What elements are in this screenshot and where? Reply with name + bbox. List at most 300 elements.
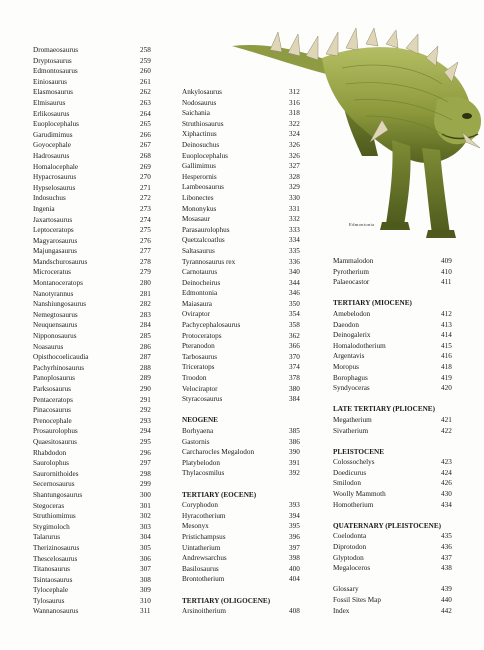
entry-page-number: 300 (140, 490, 151, 499)
entry-title: Jaxartosaurus (33, 215, 73, 224)
contents-entry[interactable] (182, 352, 307, 363)
contents-entry[interactable] (33, 405, 163, 416)
entry-title: Hyracotherium (182, 511, 226, 520)
contents-entry[interactable] (333, 320, 455, 331)
contents-entry[interactable] (333, 351, 455, 362)
entry-title: Ingenia (33, 204, 55, 213)
contents-entry[interactable] (182, 384, 307, 395)
contents-entry[interactable] (33, 130, 163, 141)
entry-page-number: 280 (140, 279, 151, 288)
entry-title: Amebelodon (333, 309, 371, 318)
entry-page-number: 437 (441, 553, 452, 562)
illustration-caption: Edmontonia (349, 222, 375, 227)
entry-title: Quaesitosaurus (33, 437, 77, 446)
contents-entry[interactable] (182, 267, 307, 278)
entry-page-number: 268 (140, 151, 151, 160)
contents-entry[interactable] (33, 511, 163, 522)
contents-entry[interactable] (333, 256, 455, 267)
entry-page-number: 346 (289, 289, 300, 298)
entry-page-number: 283 (140, 310, 151, 319)
entry-title: Nanshiungosaurus (33, 300, 87, 309)
contents-entry[interactable] (182, 521, 307, 532)
entry-title: Homalodotherium (333, 341, 386, 350)
entry-title: Xiphactinus (182, 130, 217, 139)
contents-entry[interactable] (33, 384, 163, 395)
entry-title: Homotherium (333, 500, 374, 509)
contents-entry[interactable] (33, 532, 163, 543)
entry-title: Thylacosmilus (182, 469, 225, 478)
contents-entry[interactable] (33, 363, 163, 374)
entry-page-number: 421 (441, 415, 452, 424)
entry-title: Einiosaurus (33, 77, 67, 86)
entry-page-number: 350 (289, 299, 300, 308)
entry-title: Nipponosaurus (33, 332, 77, 341)
entry-title: Nodosaurus (182, 98, 217, 107)
contents-entry[interactable] (33, 522, 163, 533)
entry-page-number: 259 (140, 56, 151, 65)
spacer (182, 585, 307, 596)
contents-entry[interactable] (33, 77, 163, 88)
entry-page-number: 297 (140, 459, 151, 468)
entry-page-number: 420 (441, 384, 452, 393)
contents-entry[interactable] (333, 563, 455, 574)
spacer (182, 405, 307, 416)
entry-page-number: 308 (140, 575, 151, 584)
entry-page-number: 384 (289, 395, 300, 404)
entry-title: Syndyoceras (333, 384, 370, 393)
entry-page-number: 272 (140, 194, 151, 203)
contents-entry[interactable] (182, 574, 307, 585)
entry-page-number: 302 (140, 512, 151, 521)
entry-title: Sivatherium (333, 426, 369, 435)
entry-title: Palaeocastor (333, 278, 370, 287)
contents-column-1 (33, 45, 163, 617)
contents-entry[interactable] (182, 320, 307, 331)
entry-title: Coelodonta (333, 532, 367, 541)
entry-title: Deinocheirus (182, 278, 221, 287)
contents-entry[interactable] (182, 309, 307, 320)
entry-page-number: 273 (140, 204, 151, 213)
entry-page-number: 411 (441, 278, 452, 287)
entry-title: Tylocephale (33, 586, 69, 595)
contents-entry[interactable] (182, 468, 307, 479)
contents-entry[interactable] (333, 531, 455, 542)
contents-entry[interactable] (333, 468, 455, 479)
entry-title: Indosuchus (33, 194, 66, 203)
entry-page-number: 269 (140, 162, 151, 171)
contents-entry[interactable] (33, 373, 163, 384)
entry-title: Majungasaurus (33, 247, 77, 256)
contents-entry[interactable] (33, 458, 163, 469)
entry-title: Arsinoitherium (182, 607, 226, 616)
entry-title: Microceratus (33, 268, 71, 277)
entry-title: Doedicurus (333, 468, 367, 477)
contents-entry[interactable] (182, 225, 307, 236)
contents-entry[interactable] (182, 288, 307, 299)
entry-page-number: 260 (140, 67, 151, 76)
contents-entry[interactable] (33, 289, 163, 300)
entry-title: Carcharocles Megalodon (182, 448, 255, 457)
section-heading: TERTIARY (EOCENE) (182, 490, 257, 499)
contents-entry[interactable] (333, 606, 455, 617)
contents-entry[interactable] (333, 309, 455, 320)
contents-entry[interactable] (333, 542, 455, 553)
entry-title: Homalocephale (33, 162, 79, 171)
contents-entry[interactable] (182, 426, 307, 437)
contents-entry[interactable] (182, 151, 307, 162)
spacer (333, 510, 455, 521)
entry-title: Oviraptor (182, 310, 210, 319)
contents-entry[interactable] (33, 585, 163, 596)
contents-entry[interactable] (33, 543, 163, 554)
entry-title: Struthiosaurus (182, 119, 224, 128)
contents-entry[interactable] (182, 257, 307, 268)
entry-page-number: 270 (140, 173, 151, 182)
entry-page-number: 307 (140, 565, 151, 574)
contents-entry[interactable] (33, 299, 163, 310)
entry-page-number: 276 (140, 236, 151, 245)
entry-page-number: 326 (289, 151, 300, 160)
contents-entry[interactable] (182, 140, 307, 151)
entry-title: Hypselosaurus (33, 183, 76, 192)
entry-page-number: 274 (140, 215, 151, 224)
entry-title: Argentavis (333, 352, 365, 361)
entry-page-number: 267 (140, 141, 151, 150)
contents-entry[interactable] (33, 416, 163, 427)
entry-title: Pinacosaurus (33, 406, 71, 415)
contents-column-3 (333, 256, 455, 616)
entry-page-number: 366 (289, 342, 300, 351)
entry-title: Glossary (333, 585, 359, 594)
entry-page-number: 299 (140, 480, 151, 489)
contents-entry[interactable] (33, 501, 163, 512)
entry-title: Triceratops (182, 363, 215, 372)
contents-entry[interactable] (182, 182, 307, 193)
entry-page-number: 409 (441, 257, 452, 265)
contents-entry[interactable] (33, 172, 163, 183)
contents-entry[interactable] (182, 553, 307, 564)
contents-entry[interactable] (182, 129, 307, 140)
contents-entry[interactable] (33, 554, 163, 565)
contents-entry[interactable] (33, 66, 163, 77)
entry-page-number: 261 (140, 77, 151, 86)
contents-entry[interactable] (182, 161, 307, 172)
contents-entry[interactable] (182, 214, 307, 225)
spacer (333, 394, 455, 405)
contents-entry[interactable] (33, 278, 163, 289)
contents-entry[interactable] (33, 225, 163, 236)
entry-page-number: 264 (140, 109, 151, 118)
entry-title: Tsintaosaurus (33, 575, 73, 584)
entry-page-number: 400 (289, 564, 300, 573)
entry-title: Panoplosaurus (33, 374, 75, 383)
entry-page-number: 423 (441, 458, 452, 467)
entry-title: Brontotherium (182, 575, 225, 584)
contents-entry[interactable] (33, 45, 163, 56)
contents-entry[interactable] (333, 277, 455, 288)
contents-entry[interactable] (33, 87, 163, 98)
entry-title: Hesperornis (182, 172, 217, 181)
contents-entry[interactable] (33, 490, 163, 501)
contents-entry[interactable] (182, 98, 307, 109)
contents-entry[interactable] (182, 511, 307, 522)
contents-entry[interactable] (333, 341, 455, 352)
contents-entry[interactable] (182, 235, 307, 246)
entry-page-number: 413 (441, 320, 452, 329)
entry-title: Deinogalerix (333, 331, 371, 340)
entry-title: Euoplocephalus (182, 151, 228, 160)
contents-entry[interactable] (333, 553, 455, 564)
entry-page-number: 278 (140, 257, 151, 266)
entry-page-number: 344 (289, 278, 300, 287)
entry-title: Parasaurolophus (182, 225, 230, 234)
contents-entry[interactable] (333, 584, 455, 595)
entry-title: Tylosaurus (33, 596, 65, 605)
entry-page-number: 390 (289, 448, 300, 457)
entry-page-number: 404 (289, 575, 300, 584)
entry-title: Therizinosaurus (33, 543, 80, 552)
contents-entry[interactable] (33, 98, 163, 109)
entry-page-number: 336 (289, 257, 300, 266)
contents-entry[interactable] (333, 489, 455, 500)
contents-entry[interactable] (182, 543, 307, 554)
contents-entry[interactable] (182, 331, 307, 342)
contents-entry[interactable] (182, 193, 307, 204)
entry-title: Pentaceratops (33, 395, 73, 404)
contents-entry[interactable] (333, 373, 455, 384)
entry-title: Hadrosaurus (33, 151, 70, 160)
contents-entry[interactable] (33, 342, 163, 353)
contents-entry[interactable] (33, 267, 163, 278)
entry-page-number: 279 (140, 268, 151, 277)
entry-page-number: 418 (441, 362, 452, 371)
contents-entry[interactable] (182, 119, 307, 130)
contents-entry[interactable] (33, 246, 163, 257)
entry-page-number: 370 (289, 352, 300, 361)
contents-entry[interactable] (33, 575, 163, 586)
entry-page-number: 438 (441, 564, 452, 573)
contents-entry[interactable] (182, 246, 307, 257)
entry-title: Saurolophus (33, 459, 69, 468)
entry-page-number: 285 (140, 332, 151, 341)
entry-title: Magyarosaurus (33, 236, 78, 245)
contents-entry[interactable] (33, 331, 163, 342)
entry-title: Gallimimus (182, 162, 216, 171)
entry-title: Megatherium (333, 415, 372, 424)
entry-title: Wannanosaurus (33, 607, 79, 616)
contents-entry[interactable] (33, 193, 163, 204)
entry-page-number: 416 (441, 352, 452, 361)
entry-title: Daeodon (333, 320, 359, 329)
section-heading: PLEISTOCENE (333, 447, 384, 456)
entry-title: Montanoceratops (33, 279, 83, 288)
entry-title: Talarurus (33, 533, 61, 542)
entry-page-number: 374 (289, 363, 300, 372)
entry-page-number: 340 (289, 268, 300, 277)
entry-page-number: 335 (289, 246, 300, 255)
entry-page-number: 440 (441, 596, 452, 604)
entry-title: Nanotyrannus (33, 289, 74, 298)
entry-title: Saichania (182, 109, 210, 118)
contents-entry[interactable] (33, 426, 163, 437)
entry-title: Fossil Sites Map (333, 596, 381, 604)
entry-page-number: 386 (289, 437, 300, 446)
entry-page-number: 354 (289, 310, 300, 319)
contents-entry[interactable] (33, 162, 163, 173)
entry-title: Mammalodon (333, 257, 374, 265)
entry-page-number: 263 (140, 98, 151, 107)
contents-entry[interactable] (182, 87, 307, 98)
contents-entry[interactable] (182, 447, 307, 458)
contents-entry[interactable] (182, 564, 307, 575)
entry-page-number: 284 (140, 321, 151, 330)
contents-entry[interactable] (333, 595, 455, 606)
entry-title: Woolly Mammoth (333, 490, 386, 499)
contents-entry[interactable] (333, 362, 455, 373)
entry-page-number: 430 (441, 490, 452, 499)
contents-entry[interactable] (182, 500, 307, 511)
entry-page-number: 310 (140, 596, 151, 605)
entry-title: Mesonyx (182, 522, 209, 531)
entry-title: Goyocephale (33, 141, 71, 150)
section-heading: QUATERNARY (PLEISTOCENE) (333, 521, 442, 530)
contents-entry[interactable] (33, 151, 163, 162)
contents-entry[interactable] (182, 373, 307, 384)
contents-entry[interactable] (33, 215, 163, 226)
entry-page-number: 309 (140, 586, 151, 595)
entry-page-number: 391 (289, 458, 300, 467)
entry-page-number: 316 (289, 98, 300, 107)
entry-page-number: 282 (140, 300, 151, 309)
entry-page-number: 289 (140, 374, 151, 383)
contents-entry[interactable] (182, 606, 307, 617)
entry-page-number: 424 (441, 468, 452, 477)
contents-entry[interactable] (333, 426, 455, 437)
contents-entry[interactable] (182, 278, 307, 289)
entry-page-number: 311 (140, 607, 151, 616)
entry-page-number: 436 (441, 543, 452, 552)
contents-entry[interactable] (333, 383, 455, 394)
contents-entry[interactable] (33, 236, 163, 247)
entry-title: Saltasaurus (182, 246, 215, 255)
contents-entry[interactable] (33, 257, 163, 268)
entry-page-number: 385 (289, 427, 300, 435)
section-heading: TERTIARY (OLIGOCENE) (182, 596, 271, 605)
contents-entry[interactable] (182, 204, 307, 215)
entry-page-number: 288 (140, 363, 151, 372)
contents-entry[interactable] (33, 320, 163, 331)
entry-page-number: 328 (289, 172, 300, 181)
contents-entry[interactable] (333, 457, 455, 468)
contents-entry[interactable] (182, 394, 307, 405)
contents-entry[interactable] (182, 437, 307, 448)
contents-entry[interactable] (333, 330, 455, 341)
entry-title: Mosasaur (182, 215, 210, 224)
entry-title: Edmontonia (182, 289, 218, 298)
entry-title: Stygimoloch (33, 522, 70, 531)
contents-entry[interactable] (33, 310, 163, 321)
entry-page-number: 291 (140, 395, 151, 404)
contents-entry[interactable] (182, 341, 307, 352)
entry-page-number: 295 (140, 437, 151, 446)
contents-entry[interactable] (33, 437, 163, 448)
entry-page-number: 415 (441, 341, 452, 350)
spacer (333, 288, 455, 299)
entry-title: Dryptosaurus (33, 56, 72, 65)
entry-page-number: 434 (441, 500, 452, 509)
entry-page-number: 326 (289, 140, 300, 149)
contents-entry[interactable] (182, 299, 307, 310)
entry-title: Tyrannosaurus rex (182, 257, 236, 266)
contents-entry[interactable] (33, 352, 163, 363)
contents-entry[interactable] (33, 606, 163, 617)
entry-title: Smilodon (333, 479, 361, 488)
entry-title: Nemegtosaurus (33, 310, 78, 319)
contents-entry[interactable] (33, 140, 163, 151)
contents-entry[interactable] (33, 56, 163, 67)
entry-page-number: 327 (289, 162, 300, 171)
contents-entry[interactable] (33, 109, 163, 120)
contents-entry[interactable] (182, 108, 307, 119)
entry-title: Edmontosaurus (33, 67, 78, 76)
entry-page-number: 331 (289, 204, 300, 213)
contents-entry[interactable] (333, 478, 455, 489)
entry-page-number: 397 (289, 543, 300, 552)
entry-page-number: 296 (140, 448, 151, 457)
contents-entry[interactable] (33, 469, 163, 480)
entry-title: Styracosaurus (182, 395, 223, 404)
contents-entry[interactable] (333, 415, 455, 426)
entry-page-number: 265 (140, 120, 151, 129)
contents-entry[interactable] (182, 172, 307, 183)
contents-entry[interactable] (33, 204, 163, 215)
contents-entry[interactable] (33, 596, 163, 607)
contents-entry[interactable] (33, 395, 163, 406)
entry-title: Basilosaurus (182, 564, 219, 573)
contents-entry[interactable] (33, 479, 163, 490)
contents-entry[interactable] (33, 183, 163, 194)
contents-entry[interactable] (333, 267, 455, 278)
entry-page-number: 422 (441, 426, 452, 435)
entry-page-number: 358 (289, 321, 300, 330)
entry-title: Pachycephalosaurus (182, 321, 241, 330)
contents-entry[interactable] (182, 362, 307, 373)
entry-title: Diprotodon (333, 543, 367, 552)
contents-entry[interactable] (182, 532, 307, 543)
contents-entry[interactable] (333, 500, 455, 511)
entry-page-number: 333 (289, 225, 300, 234)
entry-page-number: 290 (140, 385, 151, 393)
entry-title: Glyptodon (333, 553, 364, 562)
entry-page-number: 322 (289, 119, 300, 128)
entry-title: Elmisaurus (33, 98, 66, 107)
entry-title: Thescelosaurus (33, 554, 78, 563)
entry-title: Pristichampsus (182, 532, 226, 541)
contents-entry[interactable] (182, 458, 307, 469)
entry-page-number: 266 (140, 130, 151, 139)
entry-page-number: 271 (140, 183, 151, 192)
entry-page-number: 301 (140, 501, 151, 510)
contents-entry[interactable] (33, 119, 163, 130)
entry-title: Noasaurus (33, 342, 64, 351)
entry-page-number: 262 (140, 88, 151, 97)
entry-title: Uintatherium (182, 543, 221, 552)
entry-page-number: 395 (289, 522, 300, 531)
entry-title: Pyrotherium (333, 267, 369, 276)
contents-entry[interactable] (33, 564, 163, 575)
contents-entry[interactable] (33, 448, 163, 459)
entry-title: Neuquensaurus (33, 321, 78, 330)
